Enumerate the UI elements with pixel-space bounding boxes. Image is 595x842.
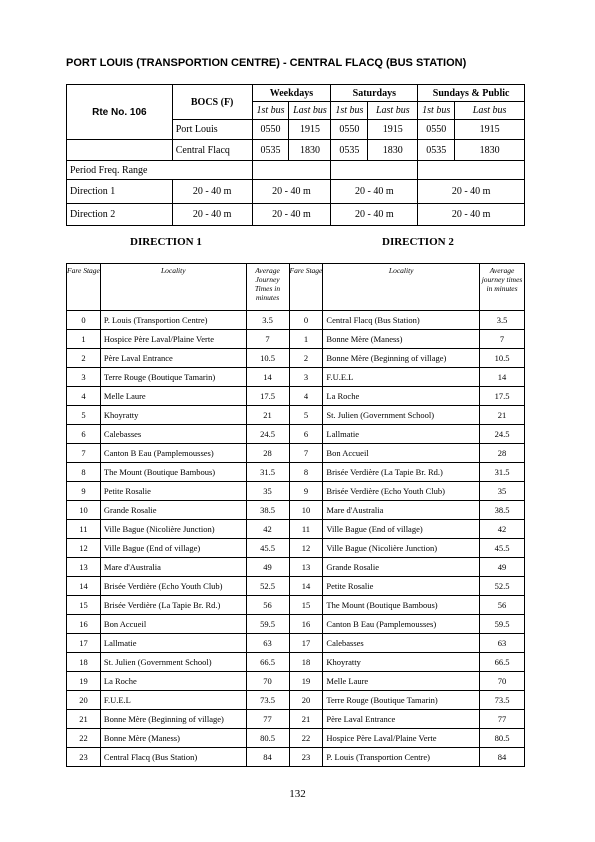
frequency-range: 20 - 40 m — [331, 180, 418, 204]
frequency-range: 20 - 40 m — [418, 204, 525, 226]
fare-stage-cell: 12 — [289, 539, 323, 558]
locality-cell: Mare d'Australia — [100, 558, 246, 577]
saturdays-header: Saturdays — [331, 85, 418, 102]
locality-cell: Petite Rosalie — [323, 577, 480, 596]
journey-time-cell: 77 — [480, 710, 525, 729]
table-row — [67, 748, 525, 767]
journey-time-cell: 7 — [246, 330, 289, 349]
table-row — [67, 672, 525, 691]
fare-stage-cell: 19 — [67, 672, 101, 691]
first-bus-label: 1st bus — [252, 102, 289, 120]
locality-cell: Canton B Eau (Pamplemousses) — [323, 615, 480, 634]
locality-cell: F.U.E.L — [323, 368, 480, 387]
locality-cell: Bon Accueil — [323, 444, 480, 463]
fare-stage-cell: 1 — [289, 330, 323, 349]
frequency-range: 20 - 40 m — [172, 180, 252, 204]
locality-cell: Bonne Mère (Beginning of village) — [323, 349, 480, 368]
journey-time-cell: 73.5 — [246, 691, 289, 710]
table-header-row — [67, 264, 525, 311]
journey-time-cell: 80.5 — [480, 729, 525, 748]
journey-time-cell: 35 — [480, 482, 525, 501]
locality-cell: Khoyratty — [100, 406, 246, 425]
journey-time-cell: 42 — [480, 520, 525, 539]
frequency-range: 20 - 40 m — [331, 204, 418, 226]
fare-stage-cell: 20 — [67, 691, 101, 710]
locality-header: Locality — [100, 264, 246, 311]
journey-time-cell: 63 — [246, 634, 289, 653]
fare-stage-cell: 15 — [67, 596, 101, 615]
sundays-header: Sundays & Public — [418, 85, 525, 102]
table-row — [67, 653, 525, 672]
fare-stage-cell: 11 — [67, 520, 101, 539]
table-row — [67, 710, 525, 729]
departure-time: 0550 — [418, 120, 455, 140]
operator-name: BOCS (F) — [172, 85, 252, 120]
table-row — [67, 615, 525, 634]
frequency-range: 20 - 40 m — [418, 180, 525, 204]
page-title: PORT LOUIS (TRANSPORTION CENTRE) - CENTRAL FLACQ (BUS STATION) — [66, 57, 467, 69]
table-row — [67, 387, 525, 406]
fare-stage-cell: 5 — [67, 406, 101, 425]
table-row — [67, 368, 525, 387]
journey-time-cell: 38.5 — [246, 501, 289, 520]
departure-time: 1830 — [455, 140, 525, 161]
locality-cell: The Mount (Boutique Bambous) — [323, 596, 480, 615]
journey-time-cell: 66.5 — [246, 653, 289, 672]
journey-time-cell: 56 — [246, 596, 289, 615]
journey-time-cell: 21 — [480, 406, 525, 425]
fare-stage-cell: 1 — [67, 330, 101, 349]
journey-time-cell: 84 — [246, 748, 289, 767]
journey-time-cell: 84 — [480, 748, 525, 767]
journey-time-cell: 31.5 — [246, 463, 289, 482]
journey-time-cell: 31.5 — [480, 463, 525, 482]
direction-1-heading: DIRECTION 1 — [130, 236, 202, 248]
journey-time-cell: 35 — [246, 482, 289, 501]
fare-stage-cell: 7 — [289, 444, 323, 463]
departure-time: 0535 — [252, 140, 289, 161]
locality-cell: Bonne Mère (Maness) — [100, 729, 246, 748]
locality-cell: Ville Bague (Nicolière Junction) — [323, 539, 480, 558]
journey-time-cell: 49 — [480, 558, 525, 577]
journey-time-cell: 7 — [480, 330, 525, 349]
fare-stage-cell: 16 — [67, 615, 101, 634]
fare-stage-cell: 23 — [289, 748, 323, 767]
first-bus-label: 1st bus — [331, 102, 368, 120]
terminal-name: Central Flacq — [172, 140, 252, 161]
journey-time-cell: 70 — [480, 672, 525, 691]
period-freq-label: Period Freq. Range — [67, 161, 253, 180]
departure-time: 0550 — [331, 120, 368, 140]
locality-cell: Bon Accueil — [100, 615, 246, 634]
journey-time-cell: 66.5 — [480, 653, 525, 672]
locality-cell: Melle Laure — [323, 672, 480, 691]
table-row — [67, 729, 525, 748]
locality-cell: Bonne Mère (Maness) — [323, 330, 480, 349]
fare-stage-cell: 13 — [289, 558, 323, 577]
journey-time-cell: 45.5 — [246, 539, 289, 558]
fare-stage-cell: 8 — [67, 463, 101, 482]
direction-freq-row — [67, 204, 525, 226]
journey-time-cell: 59.5 — [246, 615, 289, 634]
fare-stage-cell: 18 — [289, 653, 323, 672]
first-bus-label: 1st bus — [418, 102, 455, 120]
fare-stage-cell: 3 — [67, 368, 101, 387]
fare-stage-table — [66, 263, 525, 767]
fare-stage-cell: 0 — [67, 311, 101, 330]
locality-cell: Mare d'Australia — [323, 501, 480, 520]
fare-stage-cell: 20 — [289, 691, 323, 710]
locality-cell: Melle Laure — [100, 387, 246, 406]
fare-stage-cell: 4 — [67, 387, 101, 406]
journey-time-cell: 3.5 — [246, 311, 289, 330]
table-row — [67, 558, 525, 577]
journey-time-cell: 52.5 — [480, 577, 525, 596]
fare-stage-cell: 10 — [289, 501, 323, 520]
fare-stage-cell: 2 — [67, 349, 101, 368]
journey-time-cell: 14 — [480, 368, 525, 387]
journey-time-cell: 21 — [246, 406, 289, 425]
fare-stage-cell: 8 — [289, 463, 323, 482]
locality-cell: Terre Rouge (Boutique Tamarin) — [100, 368, 246, 387]
journey-time-cell: 56 — [480, 596, 525, 615]
journey-time-cell: 73.5 — [480, 691, 525, 710]
locality-cell: Terre Rouge (Boutique Tamarin) — [323, 691, 480, 710]
fare-stage-cell: 7 — [67, 444, 101, 463]
journey-time-cell: 49 — [246, 558, 289, 577]
table-row — [67, 425, 525, 444]
journey-time-cell: 80.5 — [246, 729, 289, 748]
fare-stage-cell: 22 — [289, 729, 323, 748]
locality-cell: Hospice Père Laval/Plaine Verte — [323, 729, 480, 748]
journey-time-cell: 28 — [480, 444, 525, 463]
frequency-range: 20 - 40 m — [252, 204, 331, 226]
journey-time-cell: 63 — [480, 634, 525, 653]
locality-cell: Brisée Verdière (La Tapie Br. Rd.) — [323, 463, 480, 482]
table-row — [67, 311, 525, 330]
fare-stage-cell: 6 — [289, 425, 323, 444]
fare-stage-cell: 2 — [289, 349, 323, 368]
route-number: Rte No. 106 — [67, 85, 173, 140]
journey-time-cell: 14 — [246, 368, 289, 387]
direction-freq-row — [67, 180, 525, 204]
departure-time: 1915 — [368, 120, 418, 140]
fare-stage-header: Fare Stage — [289, 264, 323, 311]
locality-cell: St. Julien (Government School) — [100, 653, 246, 672]
frequency-range: 20 - 40 m — [172, 204, 252, 226]
journey-time-header: Average journey times in minutes — [480, 264, 525, 311]
table-row — [67, 444, 525, 463]
locality-cell: Grande Rosalie — [323, 558, 480, 577]
fare-stage-cell: 11 — [289, 520, 323, 539]
locality-cell: Père Laval Entrance — [323, 710, 480, 729]
departure-time: 0535 — [331, 140, 368, 161]
fare-stage-cell: 17 — [289, 634, 323, 653]
journey-time-cell: 42 — [246, 520, 289, 539]
locality-cell: Grande Rosalie — [100, 501, 246, 520]
fare-stage-cell: 18 — [67, 653, 101, 672]
locality-cell: Petite Rosalie — [100, 482, 246, 501]
table-row — [67, 501, 525, 520]
fare-stage-cell: 3 — [289, 368, 323, 387]
table-row — [67, 406, 525, 425]
fare-stage-header: Fare Stage — [67, 264, 101, 311]
locality-cell: Calebasses — [100, 425, 246, 444]
locality-cell: The Mount (Boutique Bambous) — [100, 463, 246, 482]
fare-stage-cell: 19 — [289, 672, 323, 691]
fare-stage-cell: 0 — [289, 311, 323, 330]
table-row — [67, 634, 525, 653]
locality-cell: Brisée Verdière (Echo Youth Club) — [100, 577, 246, 596]
fare-stage-cell: 10 — [67, 501, 101, 520]
journey-time-cell: 45.5 — [480, 539, 525, 558]
locality-cell: La Roche — [100, 672, 246, 691]
locality-cell: F.U.E.L — [100, 691, 246, 710]
locality-cell: Ville Bague (End of village) — [323, 520, 480, 539]
table-row — [67, 349, 525, 368]
journey-time-cell: 59.5 — [480, 615, 525, 634]
direction-label: Direction 2 — [67, 204, 173, 226]
journey-time-cell: 24.5 — [246, 425, 289, 444]
locality-cell: Lallmatie — [100, 634, 246, 653]
fare-stage-cell: 21 — [289, 710, 323, 729]
table-row — [67, 463, 525, 482]
weekdays-header: Weekdays — [252, 85, 331, 102]
journey-time-cell: 77 — [246, 710, 289, 729]
fare-stage-cell: 9 — [289, 482, 323, 501]
fare-stage-cell: 23 — [67, 748, 101, 767]
locality-cell: Central Flacq (Bus Station) — [323, 311, 480, 330]
journey-time-cell: 38.5 — [480, 501, 525, 520]
fare-stage-cell: 14 — [67, 577, 101, 596]
journey-time-cell: 17.5 — [480, 387, 525, 406]
fare-stage-cell: 21 — [67, 710, 101, 729]
fare-stage-cell: 14 — [289, 577, 323, 596]
departure-time: 1830 — [289, 140, 331, 161]
locality-cell: Père Laval Entrance — [100, 349, 246, 368]
journey-time-cell: 17.5 — [246, 387, 289, 406]
fare-stage-cell: 17 — [67, 634, 101, 653]
locality-cell: Central Flacq (Bus Station) — [100, 748, 246, 767]
locality-cell: Ville Bague (End of village) — [100, 539, 246, 558]
locality-cell: Canton B Eau (Pamplemousses) — [100, 444, 246, 463]
terminal-row — [67, 140, 525, 161]
table-row — [67, 691, 525, 710]
journey-time-cell: 70 — [246, 672, 289, 691]
departure-time: 1915 — [289, 120, 331, 140]
table-row — [67, 577, 525, 596]
fare-stage-cell: 15 — [289, 596, 323, 615]
locality-cell: St. Julien (Government School) — [323, 406, 480, 425]
locality-cell: Lallmatie — [323, 425, 480, 444]
last-bus-label: Last bus — [455, 102, 525, 120]
locality-cell: Hospice Père Laval/Plaine Verte — [100, 330, 246, 349]
journey-time-cell: 28 — [246, 444, 289, 463]
journey-time-header: Average Journey Times in minutes — [246, 264, 289, 311]
locality-cell: Brisée Verdière (La Tapie Br. Rd.) — [100, 596, 246, 615]
table-row — [67, 539, 525, 558]
route-summary-table — [66, 84, 525, 226]
locality-cell: Brisée Verdière (Echo Youth Club) — [323, 482, 480, 501]
table-row — [67, 596, 525, 615]
frequency-range: 20 - 40 m — [252, 180, 331, 204]
locality-cell: Ville Bague (Nicolière Junction) — [100, 520, 246, 539]
direction-label: Direction 1 — [67, 180, 173, 204]
fare-stage-cell: 9 — [67, 482, 101, 501]
departure-time: 0550 — [252, 120, 289, 140]
fare-stage-cell: 5 — [289, 406, 323, 425]
table-row — [67, 482, 525, 501]
locality-header: Locality — [323, 264, 480, 311]
terminal-name: Port Louis — [172, 120, 252, 140]
departure-time: 1915 — [455, 120, 525, 140]
last-bus-label: Last bus — [368, 102, 418, 120]
departure-time: 1830 — [368, 140, 418, 161]
journey-time-cell: 3.5 — [480, 311, 525, 330]
table-row — [67, 520, 525, 539]
fare-stage-cell: 4 — [289, 387, 323, 406]
locality-cell: Bonne Mère (Beginning of village) — [100, 710, 246, 729]
fare-stage-cell: 6 — [67, 425, 101, 444]
locality-cell: La Roche — [323, 387, 480, 406]
locality-cell: Khoyratty — [323, 653, 480, 672]
last-bus-label: Last bus — [289, 102, 331, 120]
fare-stage-cell: 22 — [67, 729, 101, 748]
journey-time-cell: 24.5 — [480, 425, 525, 444]
fare-stage-cell: 12 — [67, 539, 101, 558]
locality-cell: P. Louis (Transportion Centre) — [100, 311, 246, 330]
page-number: 132 — [289, 788, 306, 800]
direction-2-heading: DIRECTION 2 — [382, 236, 454, 248]
table-row — [67, 330, 525, 349]
locality-cell: P. Louis (Transportion Centre) — [323, 748, 480, 767]
journey-time-cell: 10.5 — [246, 349, 289, 368]
departure-time: 0535 — [418, 140, 455, 161]
fare-stage-cell: 16 — [289, 615, 323, 634]
locality-cell: Calebasses — [323, 634, 480, 653]
fare-stage-cell: 13 — [67, 558, 101, 577]
journey-time-cell: 52.5 — [246, 577, 289, 596]
journey-time-cell: 10.5 — [480, 349, 525, 368]
